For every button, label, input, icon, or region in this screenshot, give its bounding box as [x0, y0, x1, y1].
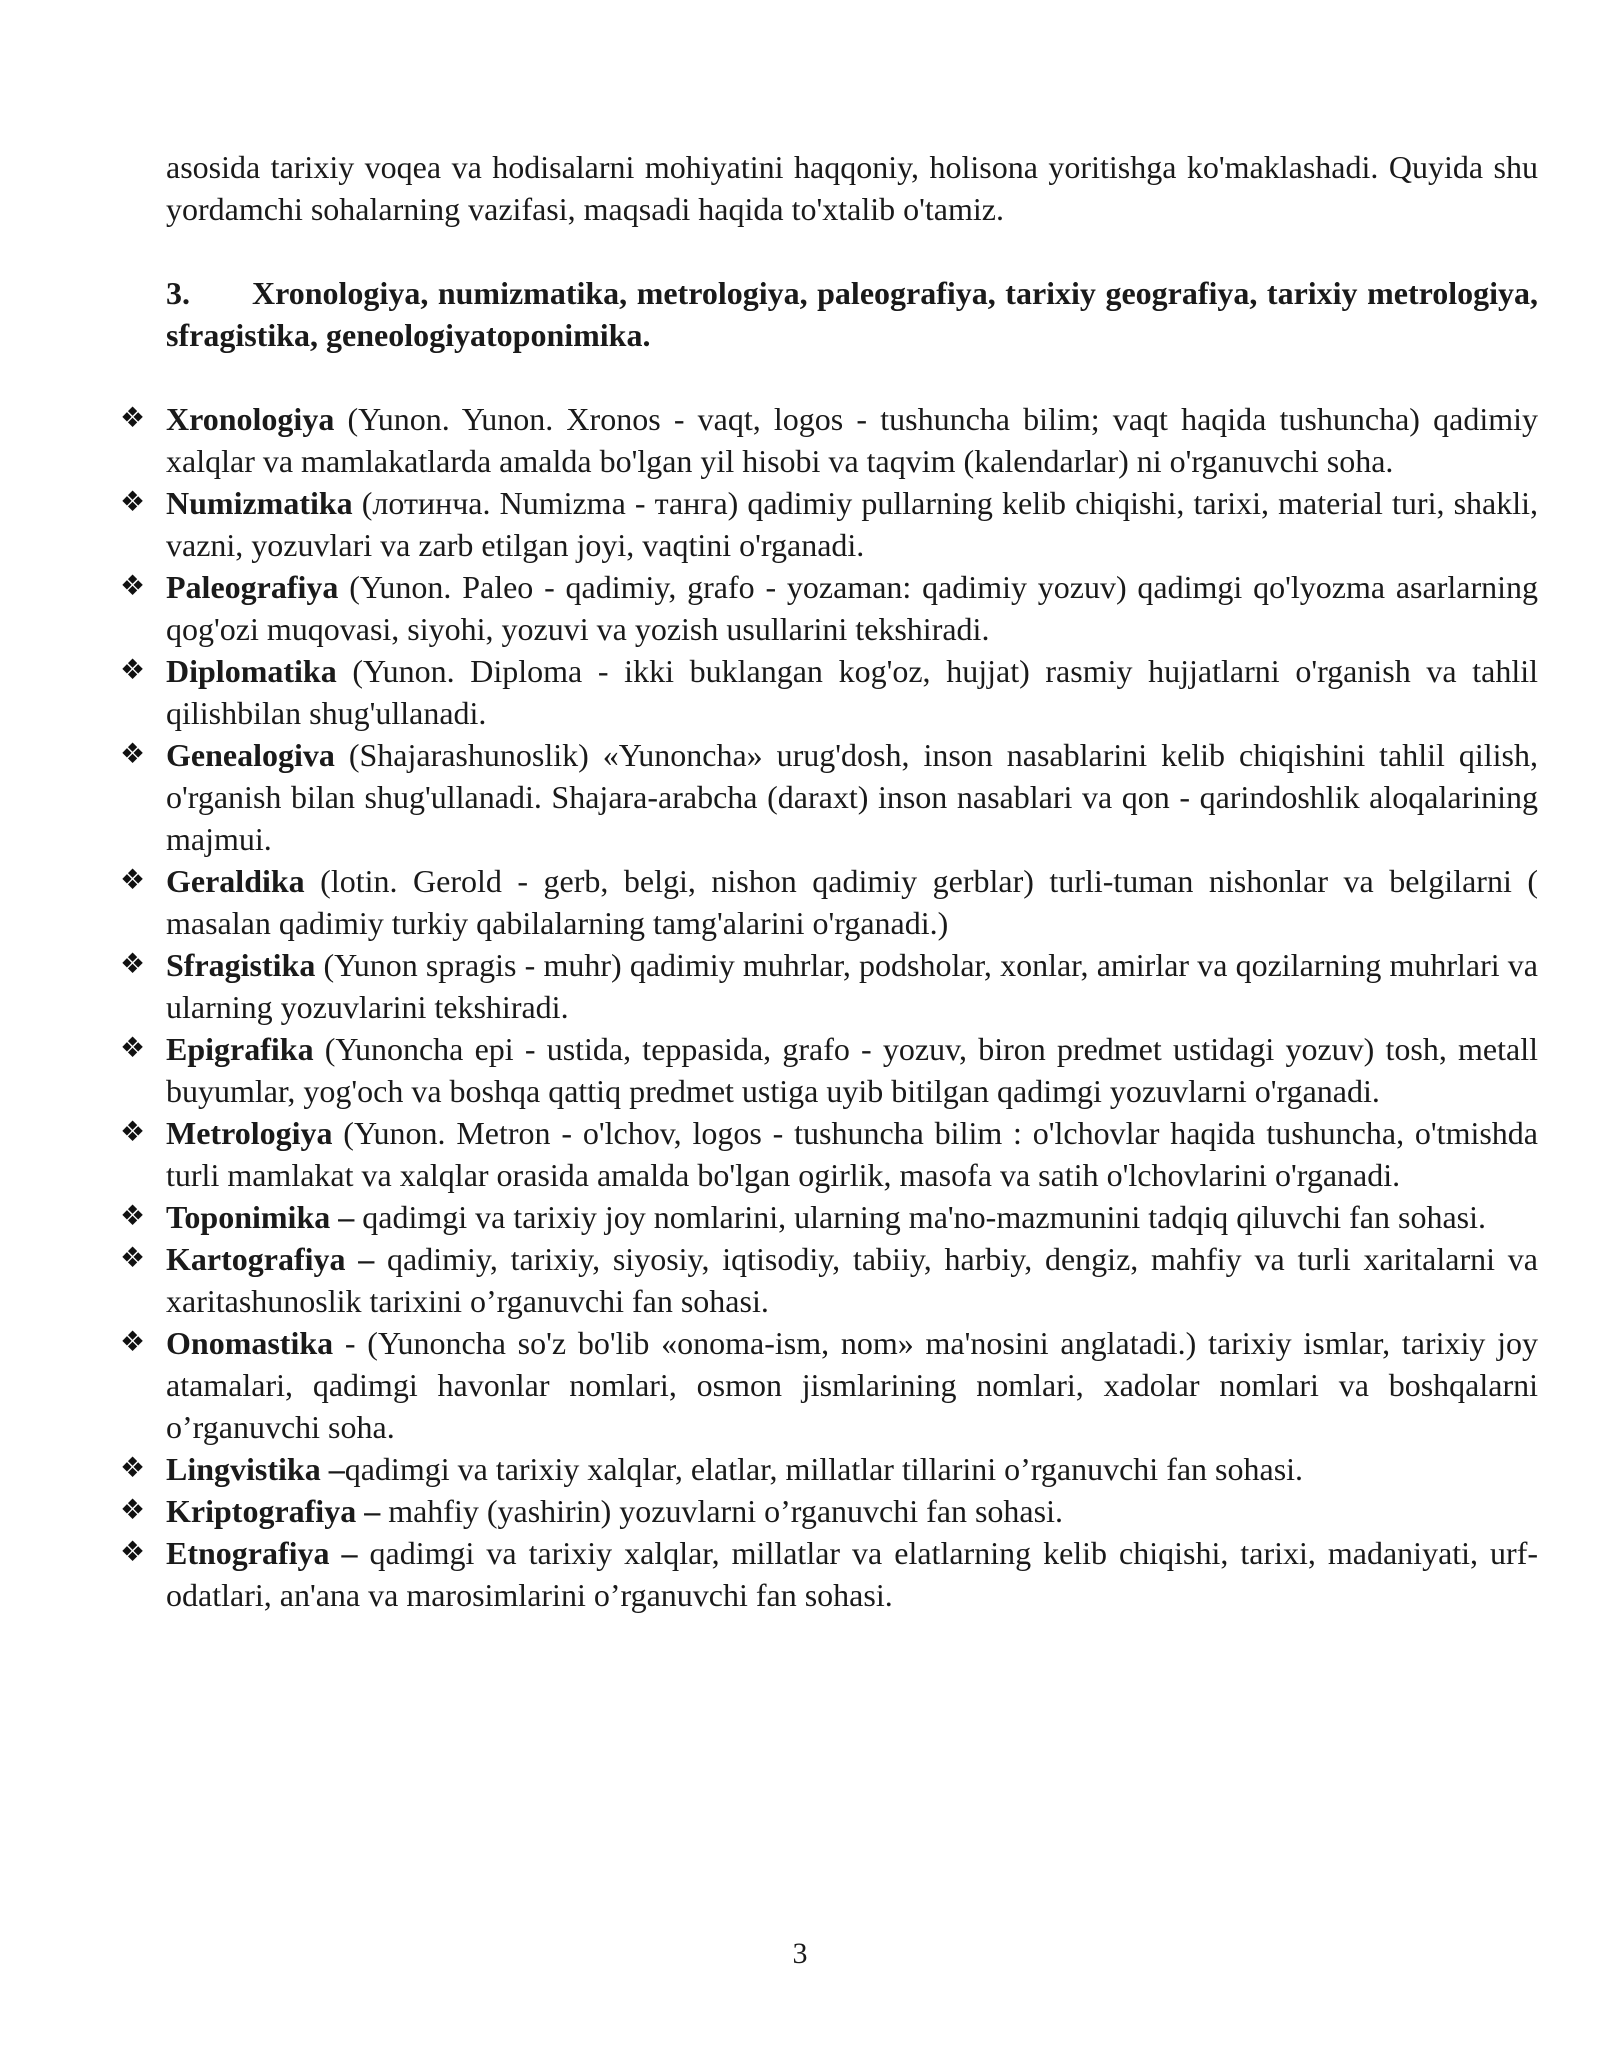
definition-item — [120, 860, 1538, 944]
definition-item — [120, 1532, 1539, 1616]
page-number: 3 — [792, 1937, 808, 1970]
definition-item — [120, 944, 1538, 1028]
diamond-bullet-icon: ❖ — [120, 1033, 146, 1064]
definition-text: (Yunon. Yunon. Xronos - vaqt, logos - tushuncha bilim; vaqt haqida tushuncha) qadimiy xalqlar va mamlakatlarda amalda bo'lgan yil hisobi va taqvim (kalendarlar) ni o'rganuvchi soha. — [166, 401, 1538, 479]
definition-text: (Shajarashunoslik) «Yunoncha» urug'dosh, inson nasablarini kelib chiqishini tahlil qilish, o'rganish bilan shug'ullanadi. Shajara-arabcha (daraxt) inson nasablari va qon - qarindoshlik aloqalarining majmui. — [166, 737, 1538, 857]
definition-term: Toponimika – — [166, 1199, 355, 1235]
definition-text: (Yunon spragis - muhr) qadimiy muhrlar, podsholar, xonlar, amirlar va qozilarning muhrlari va ularning yozuvlarini tekshiradi. — [166, 947, 1538, 1025]
diamond-bullet-icon: ❖ — [120, 949, 146, 980]
definition-item — [120, 734, 1538, 860]
definition-item — [120, 398, 1538, 482]
diamond-bullet-icon: ❖ — [120, 1117, 146, 1148]
definition-item — [120, 1112, 1538, 1196]
definition-item — [120, 1448, 1538, 1490]
definition-item — [120, 566, 1538, 650]
definition-term: Onomastika — [166, 1325, 334, 1361]
diamond-bullet-icon: ❖ — [120, 571, 146, 602]
definition-item — [120, 650, 1538, 734]
definition-text: qadimgi va tarixiy joy nomlarini, ularning ma'no-mazmunini tadqiq qiluvchi fan sohasi. — [354, 1199, 1486, 1235]
definition-term: Kriptografiya – — [166, 1493, 381, 1529]
definition-text: (лотинча. Numizma - танга) qadimiy pullarning kelib chiqishi, tarixi, material turi, shakli, vazni, yozuvlari va zarb etilgan joyi, vaqtini o'rganadi. — [166, 485, 1538, 563]
diamond-bullet-icon: ❖ — [120, 487, 146, 518]
diamond-bullet-icon: ❖ — [120, 1495, 146, 1526]
definition-text: (Yunon. Metron - o'lchov, logos - tushuncha bilim : o'lchovlar haqida tushuncha, o'tmishda turli mamlakat va xalqlar orasida amalda bo'lgan ogirlik, masofa va satih o'lchovlarini o'rganadi. — [166, 1115, 1538, 1193]
definition-term: Sfragistika — [166, 947, 316, 983]
definitions-list — [120, 398, 1539, 1616]
definition-item — [120, 1490, 1538, 1532]
diamond-bullet-icon: ❖ — [120, 865, 146, 896]
diamond-bullet-icon: ❖ — [120, 1243, 146, 1274]
definition-term: Etnografiya – — [166, 1535, 358, 1571]
diamond-bullet-icon: ❖ — [120, 403, 146, 434]
diamond-bullet-icon: ❖ — [120, 739, 146, 770]
section-heading — [166, 272, 1538, 356]
definition-text: (Yunon. Paleo - qadimiy, grafo - yozaman: qadimiy yozuv) qadimgi qo'lyozma asarlarning qog'ozi muqovasi, siyohi, yozuvi va yozish usullarini tekshiradi. — [166, 569, 1538, 647]
definition-term: Lingvistika – — [166, 1451, 345, 1487]
definition-term: Diplomatika — [166, 653, 337, 689]
diamond-bullet-icon: ❖ — [120, 1201, 146, 1232]
intro-paragraph: asosida tarixiy voqea va hodisalarni mohiyatini haqqoniy, holisona yoritishga ko'maklashadi. Quyida shu yordamchi sohalarning vazifasi, maqsadi haqida to'xtalib o'tamiz. — [166, 149, 1538, 227]
diamond-bullet-icon: ❖ — [120, 1537, 146, 1568]
definition-text: qadimgi va tarixiy xalqlar, elatlar, millatlar tillarini o’rganuvchi fan sohasi. — [344, 1451, 1304, 1487]
definition-text: (lotin. Gerold - gerb, belgi, nishon qadimiy gerblar) turli-tuman nishonlar va belgilarni ( masalan qadimiy turkiy qabilalarning tamg'alarini o'rganadi.) — [166, 863, 1538, 941]
document-page — [120, 146, 1539, 1616]
definition-item — [120, 482, 1538, 566]
definition-text: (Yunon. Diploma - ikki buklangan kog'oz, hujjat) rasmiy hujjatlarni o'rganish va tahlil qilishbilan shug'ullanadi. — [166, 653, 1538, 731]
definition-text: - (Yunoncha so'z bo'lib «onoma-ism, nom» ma'nosini anglatadi.) tarixiy ismlar, tarixiy joy atamalari, qadimgi havonlar nomlari, osmon jismlarining nomlari, xadolar nomlari va boshqalarni o’rganuvchi soha. — [166, 1325, 1538, 1445]
definition-term: Geraldika — [166, 863, 305, 899]
section-title: Xronologiya, numizmatika, metrologiya, paleografiya, tarixiy geografiya, tarixiy metrologiya, sfragistika, geneologiyatoponimika. — [166, 275, 1538, 353]
definition-term: Metrologiya — [166, 1115, 333, 1151]
definition-term: Numizmatika — [166, 485, 353, 521]
definition-term: Paleografiya — [166, 569, 339, 605]
definition-text: (Yunoncha epi - ustida, teppasida, grafo - yozuv, biron predmet ustidagi yozuv) tosh, metall buyumlar, yog'och va boshqa qattiq predmet ustiga uyib bitilgan qadimgi yozuvlarni o'rganadi. — [166, 1031, 1538, 1109]
definition-text: mahfiy (yashirin) yozuvlarni o’rganuvchi fan sohasi. — [380, 1493, 1063, 1529]
diamond-bullet-icon: ❖ — [120, 1453, 146, 1484]
definition-term: Epigrafika — [166, 1031, 314, 1067]
definition-term: Xronologiya — [166, 401, 335, 437]
diamond-bullet-icon: ❖ — [120, 655, 146, 686]
definition-term: Genealogiva — [166, 737, 335, 773]
definition-term: Kartografiya – — [166, 1241, 375, 1277]
definition-item — [120, 1028, 1538, 1112]
definition-item — [120, 1322, 1538, 1448]
definition-text: qadimgi va tarixiy xalqlar, millatlar va elatlarning kelib chiqishi, tarixi, madaniyati, urf-odatlari, an'ana va marosimlarini o’rganuvchi fan sohasi. — [166, 1535, 1539, 1613]
diamond-bullet-icon: ❖ — [120, 1327, 146, 1358]
definition-text: qadimiy, tarixiy, siyosiy, iqtisodiy, tabiiy, harbiy, dengiz, mahfiy va turli xaritalarni va xaritashunoslik tarixini o’rganuvchi fan sohasi. — [166, 1241, 1539, 1319]
definition-item — [120, 1238, 1539, 1322]
section-number: 3. — [166, 275, 190, 311]
definition-item — [120, 1196, 1538, 1238]
